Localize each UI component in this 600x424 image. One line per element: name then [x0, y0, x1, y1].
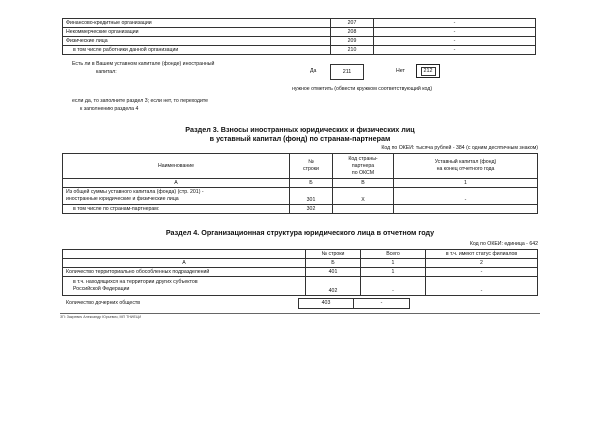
row-status: -	[426, 268, 538, 277]
header-country-2: партнера	[351, 162, 375, 169]
table-row	[63, 188, 538, 205]
header-row-no-1: №	[308, 159, 314, 165]
row-value: -	[394, 188, 538, 205]
header-total: Всего	[361, 250, 426, 259]
footer-text: ЗП: Закревич Александр Юрьевич, МП ТНИЕЦИ	[60, 315, 142, 319]
table-row	[63, 277, 538, 296]
footer-divider	[60, 313, 540, 314]
row-name: Физические лица	[63, 37, 331, 46]
row-name	[63, 188, 290, 205]
letter-1: 1	[361, 259, 426, 268]
row-name: Количество территориально обособленных подразделений	[63, 268, 306, 277]
no-code-box[interactable]	[416, 64, 440, 78]
row-code: 209	[331, 37, 374, 46]
table-row	[63, 37, 536, 46]
row-code: 402	[306, 277, 361, 296]
question-note-1: если да, то заполните раздел 3; если нет, то переходите	[72, 98, 209, 104]
row-value: -	[374, 37, 536, 46]
row-code: 208	[331, 28, 374, 37]
row-value: -	[374, 19, 536, 28]
question-note-2: к заполнению раздела 4	[80, 106, 139, 112]
header-country-1: Код страны-	[348, 155, 378, 162]
section3-title-1: Раздел 3. Взносы иностранных юридических и физических лиц	[185, 125, 415, 134]
row-name-line-2: Российской Федерации	[73, 286, 130, 292]
section3-title-2: в уставный капитал (фонд) по странам-партнерам	[209, 134, 391, 143]
row-value: -	[374, 46, 536, 55]
header-status: в т.ч. имеют статус филиалов	[426, 250, 538, 259]
row-value: -	[354, 299, 410, 309]
section3-table	[62, 153, 538, 214]
yes-code-box[interactable]: 211	[330, 64, 364, 80]
subsidiaries-table	[298, 298, 410, 309]
row-code: 403	[299, 299, 354, 309]
question-hint: нужное отметить (обвести кружком соответствующий код)	[292, 86, 433, 92]
table-row	[63, 268, 538, 277]
header-name: Наименование	[63, 154, 290, 179]
row-name: в том числе работники данной организации	[63, 46, 331, 55]
letter-v: В	[333, 179, 394, 188]
header-country	[333, 154, 394, 179]
row-status: -	[426, 277, 538, 296]
row-name-line-2: иностранные юридические и физические лица	[66, 196, 179, 202]
header-row-no-2: строки	[303, 166, 319, 172]
row-code: 210	[331, 46, 374, 55]
table-header-row	[63, 250, 538, 259]
row-country: X	[333, 188, 394, 205]
section4-okei: Код по ОКЕИ: единица - 642	[469, 241, 538, 247]
table-row	[63, 28, 536, 37]
no-label: Нет	[396, 68, 405, 74]
section4-table	[62, 249, 538, 296]
header-capital	[394, 154, 538, 179]
row-code: 301	[290, 188, 333, 205]
top-table	[62, 18, 536, 55]
row-value: -	[374, 28, 536, 37]
letter-2: 2	[426, 259, 538, 268]
row-name: Финансово-кредитные организации	[63, 19, 331, 28]
row-country	[333, 205, 394, 214]
letter-b: Б	[306, 259, 361, 268]
table-header-row	[63, 154, 538, 179]
section3-okei: Код по ОКЕИ: тысяча рублей - 384 (с одним десятичным знаком)	[381, 145, 538, 151]
table-row	[299, 299, 410, 309]
header-blank	[63, 250, 306, 259]
row-total: 1	[361, 268, 426, 277]
row-name-line-1: Из общей суммы уставного капитала (фонда) (стр. 201) -	[66, 189, 204, 195]
header-capital-1: Уставный капитал (фонд)	[434, 159, 497, 165]
letter-b: Б	[290, 179, 333, 188]
row-name: Некоммерческие организации	[63, 28, 331, 37]
letter-a: А	[63, 259, 306, 268]
letter-row	[63, 259, 538, 268]
table-row	[63, 205, 538, 214]
no-code-value: 212	[421, 67, 436, 76]
row-code: 207	[331, 19, 374, 28]
row-name	[63, 277, 306, 296]
letter-row	[63, 179, 538, 188]
row-name-line-1: в т.ч. находящихся на территории других субъектов	[73, 279, 198, 285]
question-line-1: Есть ли в Вашем уставном капитале (фонде) иностранный	[72, 61, 215, 67]
header-capital-2: на конец отчетного года	[436, 166, 495, 172]
yes-label: Да	[310, 68, 317, 74]
row-value	[394, 205, 538, 214]
table-row	[63, 19, 536, 28]
letter-1: 1	[394, 179, 538, 188]
row-name: в том числе по странам-партнерам:	[63, 205, 290, 214]
row-total: -	[361, 277, 426, 296]
row-code: 401	[306, 268, 361, 277]
question-line-2: капитал:	[96, 69, 117, 75]
section4-title: Раздел 4. Организационная структура юридического лица в отчетном году	[165, 228, 435, 237]
header-row-no	[290, 154, 333, 179]
letter-a: А	[63, 179, 290, 188]
table-row	[63, 46, 536, 55]
header-row-no: № строки	[306, 250, 361, 259]
subsidiaries-label: Количество дочерних обществ	[66, 300, 141, 306]
header-country-3: по ОКСМ	[351, 169, 375, 176]
row-code: 302	[290, 205, 333, 214]
